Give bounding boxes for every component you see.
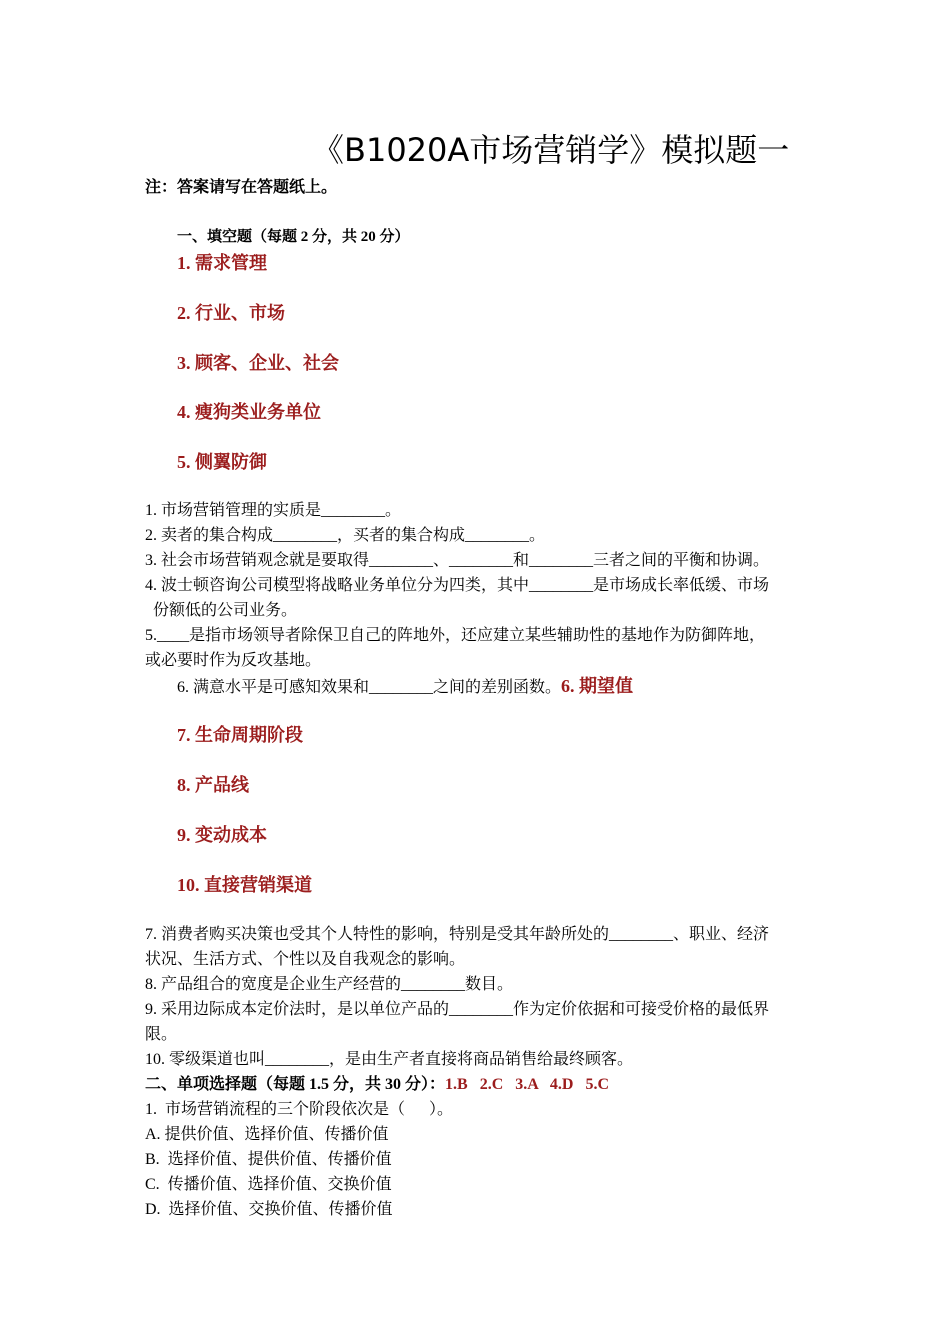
question-1: 1. 市场营销管理的实质是________。	[145, 502, 402, 519]
question-8: 8. 产品组合的宽度是企业生产经营的________数目。	[145, 976, 514, 993]
section-1-heading: 一、填空题（每题 2 分，共 20 分）	[177, 229, 410, 245]
answer-item: 9. 变动成本	[177, 825, 267, 845]
answer-item: 4. 瘦狗类业务单位	[177, 402, 321, 422]
question-5-line-1: 5.____是指市场领导者除保卫自己的阵地外，还应建立某些辅助性的基地作为防御阵地，	[145, 627, 766, 644]
question-9-line-1: 9. 采用边际成本定价法时，是以单位产品的________作为定价依据和可接受价格的最低界	[145, 1001, 770, 1018]
section-2-answers: 1.B 2.C 3.A 4.D 5.C	[445, 1076, 610, 1093]
section-2-heading-row	[145, 1075, 609, 1095]
question-3: 3. 社会市场营销观念就是要取得________、________和________三者之间的平衡和协调。	[145, 552, 770, 569]
question-5-line-2: 或必要时作为反攻基地。	[145, 652, 322, 669]
mc-option-b: B. 选择价值、提供价值、传播价值	[145, 1151, 392, 1168]
question-4-line-1: 4. 波士顿咨询公司模型将战略业务单位分为四类，其中________是市场成长率低缓、市场	[145, 577, 770, 594]
question-6-text: 6. 满意水平是可感知效果和________之间的差别函数。	[177, 679, 562, 696]
answer-item: 2. 行业、市场	[177, 303, 285, 323]
answer-item: 10. 直接营销渠道	[177, 875, 312, 895]
answer-item: 5. 侧翼防御	[177, 452, 267, 472]
question-2: 2. 卖者的集合构成________，买者的集合构成________。	[145, 527, 546, 544]
question-6	[177, 676, 633, 698]
answer-item: 3. 顾客、企业、社会	[177, 353, 339, 373]
mc-option-d: D. 选择价值、交换价值、传播价值	[145, 1201, 393, 1218]
question-4-line-2: 份额低的公司业务。	[153, 602, 298, 619]
mc-option-c: C. 传播价值、选择价值、交换价值	[145, 1176, 392, 1193]
question-10: 10. 零级渠道也叫________，是由生产者直接将商品销售给最终顾客。	[145, 1051, 634, 1068]
answer-note: 注：答案请写在答题纸上。	[145, 179, 338, 196]
question-7-line-1: 7. 消费者购买决策也受其个人特性的影响，特别是受其年龄所处的________、职业、经济	[145, 926, 770, 943]
section-2-heading: 二、单项选择题（每题 1.5 分，共 30 分）：	[145, 1076, 446, 1093]
question-6-answer: 6. 期望值	[561, 676, 634, 696]
answer-item: 1. 需求管理	[177, 253, 267, 273]
mc-question-1: 1. 市场营销流程的三个阶段依次是（ ）。	[145, 1101, 454, 1118]
question-9-line-2: 限。	[145, 1026, 178, 1043]
mc-option-a: A. 提供价值、选择价值、传播价值	[145, 1126, 389, 1143]
document-title: 《B1020A市场营销学》模拟题一	[312, 131, 790, 169]
answer-item: 8. 产品线	[177, 775, 249, 795]
question-7-line-2: 状况、生活方式、个性以及自我观念的影响。	[145, 951, 466, 968]
answer-item: 7. 生命周期阶段	[177, 725, 303, 745]
